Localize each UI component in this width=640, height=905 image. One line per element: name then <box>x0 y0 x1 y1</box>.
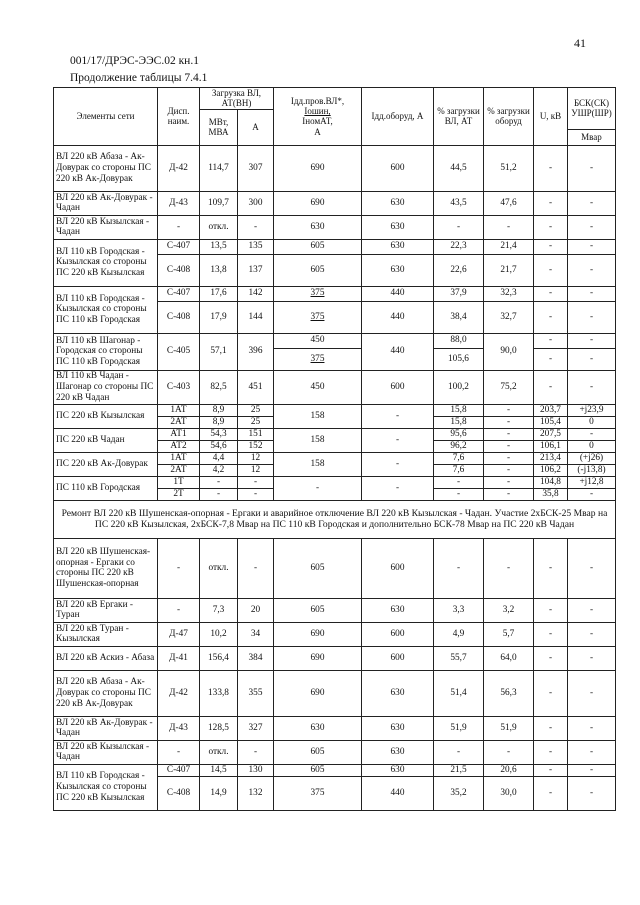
row-name: ПС 220 кВ Кызылская <box>54 404 158 428</box>
header-idd-prov-3: IномАТ, <box>302 116 333 127</box>
header-disp: Дисп. наим. <box>158 88 200 146</box>
cell-obor: 600 <box>362 646 434 670</box>
cell-mw: 13,5 <box>200 239 238 254</box>
table-row <box>54 404 616 416</box>
cell-idd: 630 <box>274 215 362 239</box>
cell-idd: 690 <box>274 670 362 716</box>
cell-obor: 630 <box>362 740 434 764</box>
cell-disp: 1Т <box>158 476 200 488</box>
cell-obor: - <box>362 428 434 452</box>
cell-po: 5,7 <box>484 622 534 646</box>
cell-idd: 158 <box>274 428 362 452</box>
cell-mw: 133,8 <box>200 670 238 716</box>
cell-u: - <box>534 286 568 301</box>
cell-a: 152 <box>238 440 274 452</box>
cell-pv: 88,0 <box>434 333 484 348</box>
row-name: ВЛ 110 кВ Чадан - Шагонар со стороны ПС 220 кВ Чадан <box>54 370 158 404</box>
cell-idd: 690 <box>274 145 362 191</box>
cell-idd: 158 <box>274 404 362 428</box>
cell-mw: 54,6 <box>200 440 238 452</box>
header-load-mw: МВт, МВА <box>200 109 238 145</box>
cell-pv: 15,8 <box>434 416 484 428</box>
cell-q: (+j26) <box>568 452 616 464</box>
cell-obor: 630 <box>362 191 434 215</box>
cell-a: 384 <box>238 646 274 670</box>
cell-pv: 55,7 <box>434 646 484 670</box>
table-row <box>54 716 616 740</box>
header-pct-vl: % загрузки ВЛ, АТ <box>434 88 484 146</box>
cell-u: 106,1 <box>534 440 568 452</box>
cell-pv: 22,6 <box>434 254 484 286</box>
row-name: ВЛ 110 кВ Городская - Кызылская со стороны ПС 110 кВ Городская <box>54 286 158 333</box>
cell-q: - <box>568 254 616 286</box>
header-load-a: А <box>238 109 274 145</box>
cell-u: 106,2 <box>534 464 568 476</box>
cell-po: - <box>484 476 534 488</box>
row-name: ВЛ 220 кВ Шушенская-опорная - Ергаки со стороны ПС 220 кВ Шушенская-опорная <box>54 538 158 598</box>
cell-mw: 109,7 <box>200 191 238 215</box>
cell-disp: Д-42 <box>158 145 200 191</box>
row-name: ВЛ 110 кВ Городская - Кызылская со стороны ПС 220 кВ Кызылская <box>54 764 158 810</box>
cell-u: 105,4 <box>534 416 568 428</box>
row-name: ВЛ 220 кВ Абаза - Ак-Довурак со стороны ПС 220 кВ Ак-Довурак <box>54 145 158 191</box>
cell-q: - <box>568 215 616 239</box>
cell-obor: 600 <box>362 538 434 598</box>
cell-disp: С-407 <box>158 286 200 301</box>
header-idd-prov <box>274 88 362 146</box>
table-row <box>54 191 616 215</box>
cell-pv: 38,4 <box>434 301 484 333</box>
header-idd-obor: Iдд.оборуд, А <box>362 88 434 146</box>
cell-a: 25 <box>238 416 274 428</box>
cell-obor: 630 <box>362 254 434 286</box>
cell-mw: 7,3 <box>200 598 238 622</box>
cell-obor: 630 <box>362 239 434 254</box>
cell-q: - <box>568 239 616 254</box>
cell-pv: 43,5 <box>434 191 484 215</box>
cell-q: - <box>568 764 616 776</box>
cell-po: - <box>484 538 534 598</box>
cell-u: - <box>534 740 568 764</box>
cell-mw: 13,8 <box>200 254 238 286</box>
cell-pv: - <box>434 740 484 764</box>
table-row <box>54 239 616 254</box>
cell-pv: 22,3 <box>434 239 484 254</box>
cell-u: - <box>534 646 568 670</box>
cell-u: 207,5 <box>534 428 568 440</box>
cell-q: - <box>568 145 616 191</box>
cell-u: - <box>534 301 568 333</box>
row-name: ВЛ 110 кВ Городская - Кызылская со стороны ПС 220 кВ Кызылская <box>54 239 158 286</box>
header-load: Загрузка ВЛ, АТ(ВН) <box>200 88 274 110</box>
cell-q: - <box>568 538 616 598</box>
section-row <box>54 500 616 538</box>
cell-pv: - <box>434 538 484 598</box>
cell-disp: АТ1 <box>158 428 200 440</box>
cell-po: 51,2 <box>484 145 534 191</box>
cell-disp: 2АТ <box>158 464 200 476</box>
cell-idd: 605 <box>274 239 362 254</box>
cell-pv: 51,9 <box>434 716 484 740</box>
cell-a: - <box>238 538 274 598</box>
cell-u: - <box>534 191 568 215</box>
cell-po: - <box>484 452 534 464</box>
cell-q: - <box>568 488 616 500</box>
cell-q: - <box>568 598 616 622</box>
cell-mw: 8,9 <box>200 416 238 428</box>
cell-disp: 1АТ <box>158 452 200 464</box>
header-idd-prov-1: Iдд.пров.ВЛ*, <box>290 95 345 106</box>
table-row <box>54 670 616 716</box>
table-row <box>54 333 616 348</box>
cell-mw: 17,9 <box>200 301 238 333</box>
table-row <box>54 215 616 239</box>
cell-q: - <box>568 301 616 333</box>
table-caption: Продолжение таблицы 7.4.1 <box>70 72 208 84</box>
cell-pv: 4,9 <box>434 622 484 646</box>
header-u: U, кВ <box>534 88 568 146</box>
cell-idd: 605 <box>274 598 362 622</box>
cell-disp: - <box>158 538 200 598</box>
cell-disp: С-408 <box>158 301 200 333</box>
cell-disp: С-407 <box>158 764 200 776</box>
cell-pv: - <box>434 215 484 239</box>
load-table <box>53 87 616 811</box>
cell-disp: Д-47 <box>158 622 200 646</box>
cell-po: - <box>484 740 534 764</box>
cell-idd: 690 <box>274 646 362 670</box>
cell-idd: 450 <box>274 333 362 348</box>
page-number: 41 <box>574 36 586 50</box>
cell-q: - <box>568 428 616 440</box>
cell-disp: 2Т <box>158 488 200 500</box>
table-row <box>54 646 616 670</box>
cell-obor: 440 <box>362 286 434 301</box>
table-row <box>54 145 616 191</box>
cell-a: 12 <box>238 452 274 464</box>
cell-po: 21,7 <box>484 254 534 286</box>
cell-u: - <box>534 538 568 598</box>
cell-disp: Д-43 <box>158 716 200 740</box>
cell-po: - <box>484 428 534 440</box>
cell-q: - <box>568 670 616 716</box>
table-row <box>54 740 616 764</box>
cell-po: 75,2 <box>484 370 534 404</box>
cell-idd: 375 <box>274 776 362 810</box>
cell-disp: 2АТ <box>158 416 200 428</box>
row-name: ВЛ 220 кВ Ак-Довурак - Чадан <box>54 191 158 215</box>
cell-idd: 605 <box>274 740 362 764</box>
cell-a: - <box>238 488 274 500</box>
cell-mw: - <box>200 476 238 488</box>
cell-po: - <box>484 488 534 500</box>
cell-idd: 605 <box>274 254 362 286</box>
cell-idd: 605 <box>274 764 362 776</box>
cell-obor: 600 <box>362 145 434 191</box>
row-name: ВЛ 220 кВ Туран - Кызылская <box>54 622 158 646</box>
cell-mw: 82,5 <box>200 370 238 404</box>
cell-a: 355 <box>238 670 274 716</box>
cell-idd: 375 <box>274 348 362 370</box>
cell-q: +j12,8 <box>568 476 616 488</box>
document-code: 001/17/ДРЭС-ЭЭС.02 кн.1 <box>70 55 199 67</box>
cell-a: 300 <box>238 191 274 215</box>
cell-obor: 630 <box>362 215 434 239</box>
row-name: ВЛ 220 кВ Абаза - Ак-Довурак со стороны ПС 220 кВ Ак-Довурак <box>54 670 158 716</box>
cell-mw: откл. <box>200 740 238 764</box>
header-bsk: БСК(СК) УШР(ШР) <box>568 88 616 130</box>
cell-obor: 600 <box>362 622 434 646</box>
cell-disp: Д-41 <box>158 646 200 670</box>
cell-obor: - <box>362 476 434 500</box>
table-row <box>54 538 616 598</box>
cell-idd: 158 <box>274 452 362 476</box>
cell-a: 12 <box>238 464 274 476</box>
cell-idd: 450 <box>274 370 362 404</box>
cell-pv: 44,5 <box>434 145 484 191</box>
cell-idd: 605 <box>274 538 362 598</box>
table-row <box>54 764 616 776</box>
cell-disp: - <box>158 598 200 622</box>
cell-a: - <box>238 476 274 488</box>
row-name: ВЛ 220 кВ Кызылская - Чадан <box>54 215 158 239</box>
cell-q: 0 <box>568 416 616 428</box>
cell-po: 32,7 <box>484 301 534 333</box>
header-idd-prov-2: Iошин, <box>304 106 331 116</box>
cell-obor: 630 <box>362 764 434 776</box>
cell-po: 32,3 <box>484 286 534 301</box>
cell-po: - <box>484 404 534 416</box>
cell-u: - <box>534 254 568 286</box>
cell-obor: 630 <box>362 598 434 622</box>
cell-q: - <box>568 286 616 301</box>
cell-pv: 100,2 <box>434 370 484 404</box>
cell-pv: 95,6 <box>434 428 484 440</box>
cell-u: - <box>534 348 568 370</box>
cell-mw: откл. <box>200 538 238 598</box>
cell-a: 396 <box>238 333 274 370</box>
cell-disp: С-408 <box>158 776 200 810</box>
cell-u: - <box>534 145 568 191</box>
cell-pv: 51,4 <box>434 670 484 716</box>
cell-mw: - <box>200 488 238 500</box>
row-name: ПС 220 кВ Ак-Довурак <box>54 452 158 476</box>
cell-disp: 1АТ <box>158 404 200 416</box>
cell-disp: Д-42 <box>158 670 200 716</box>
cell-u: - <box>534 764 568 776</box>
row-name: ВЛ 220 кВ Ергаки - Туран <box>54 598 158 622</box>
cell-obor: 440 <box>362 301 434 333</box>
cell-mw: откл. <box>200 215 238 239</box>
cell-pv: 21,5 <box>434 764 484 776</box>
cell-idd: - <box>274 476 362 500</box>
cell-a: 20 <box>238 598 274 622</box>
row-name: ПС 220 кВ Чадан <box>54 428 158 452</box>
row-name: ВЛ 220 кВ Аскиз - Абаза <box>54 646 158 670</box>
row-name: ВЛ 220 кВ Ак-Довурак - Чадан <box>54 716 158 740</box>
table-row <box>54 370 616 404</box>
cell-po: - <box>484 416 534 428</box>
cell-pv: 105,6 <box>434 348 484 370</box>
cell-po: - <box>484 215 534 239</box>
cell-disp: С-408 <box>158 254 200 286</box>
table-row <box>54 452 616 464</box>
cell-disp: С-407 <box>158 239 200 254</box>
cell-obor: 630 <box>362 716 434 740</box>
cell-a: 25 <box>238 404 274 416</box>
cell-a: 307 <box>238 145 274 191</box>
row-name: ВЛ 110 кВ Шагонар - Городская со стороны ПС 110 кВ Городская <box>54 333 158 370</box>
cell-pv: 96,2 <box>434 440 484 452</box>
cell-a: 142 <box>238 286 274 301</box>
table-row <box>54 476 616 488</box>
table-row <box>54 598 616 622</box>
cell-po: - <box>484 440 534 452</box>
cell-q: - <box>568 191 616 215</box>
cell-obor: 440 <box>362 776 434 810</box>
cell-pv: 37,9 <box>434 286 484 301</box>
row-name: ПС 110 кВ Городская <box>54 476 158 500</box>
cell-pv: - <box>434 476 484 488</box>
cell-pv: - <box>434 488 484 500</box>
cell-q: - <box>568 370 616 404</box>
cell-idd: 375 <box>274 301 362 333</box>
cell-idd: 375 <box>274 286 362 301</box>
cell-mw: 14,9 <box>200 776 238 810</box>
cell-u: - <box>534 239 568 254</box>
cell-pv: 3,3 <box>434 598 484 622</box>
cell-u: 35,8 <box>534 488 568 500</box>
cell-u: - <box>534 370 568 404</box>
header-elements: Элементы сети <box>54 88 158 146</box>
cell-disp: Д-43 <box>158 191 200 215</box>
cell-obor: 600 <box>362 370 434 404</box>
cell-disp: С-403 <box>158 370 200 404</box>
cell-obor: - <box>362 452 434 476</box>
cell-mw: 4,4 <box>200 452 238 464</box>
cell-u: 213,4 <box>534 452 568 464</box>
cell-mw: 10,2 <box>200 622 238 646</box>
cell-q: - <box>568 348 616 370</box>
header-idd-prov-4: А <box>314 126 321 137</box>
cell-obor: 440 <box>362 333 434 370</box>
cell-a: 451 <box>238 370 274 404</box>
cell-q: (-j13,8) <box>568 464 616 476</box>
cell-u: 203,7 <box>534 404 568 416</box>
cell-u: - <box>534 776 568 810</box>
cell-idd: 630 <box>274 716 362 740</box>
cell-q: - <box>568 776 616 810</box>
cell-u: - <box>534 716 568 740</box>
cell-po: - <box>484 464 534 476</box>
cell-a: 135 <box>238 239 274 254</box>
cell-pv: 7,6 <box>434 464 484 476</box>
cell-a: 34 <box>238 622 274 646</box>
cell-mw: 14,5 <box>200 764 238 776</box>
cell-u: - <box>534 215 568 239</box>
cell-disp: - <box>158 740 200 764</box>
cell-u: - <box>534 622 568 646</box>
cell-pv: 15,8 <box>434 404 484 416</box>
cell-u: - <box>534 598 568 622</box>
cell-q: - <box>568 716 616 740</box>
cell-q: - <box>568 333 616 348</box>
cell-q: +j23,9 <box>568 404 616 416</box>
cell-a: - <box>238 215 274 239</box>
cell-u: 104,8 <box>534 476 568 488</box>
cell-mw: 8,9 <box>200 404 238 416</box>
cell-a: 327 <box>238 716 274 740</box>
cell-po: 56,3 <box>484 670 534 716</box>
cell-a: 137 <box>238 254 274 286</box>
cell-pv: 7,6 <box>434 452 484 464</box>
cell-po: 21,4 <box>484 239 534 254</box>
cell-disp: - <box>158 215 200 239</box>
cell-a: 144 <box>238 301 274 333</box>
cell-po: 30,0 <box>484 776 534 810</box>
row-name: ВЛ 220 кВ Кызылская - Чадан <box>54 740 158 764</box>
table-row <box>54 428 616 440</box>
cell-disp: С-405 <box>158 333 200 370</box>
cell-po: 90,0 <box>484 333 534 370</box>
cell-a: - <box>238 740 274 764</box>
cell-idd: 690 <box>274 622 362 646</box>
cell-u: - <box>534 333 568 348</box>
cell-pv: 35,2 <box>434 776 484 810</box>
cell-po: 51,9 <box>484 716 534 740</box>
cell-q: - <box>568 646 616 670</box>
cell-mw: 57,1 <box>200 333 238 370</box>
cell-po: 3,2 <box>484 598 534 622</box>
cell-mw: 114,7 <box>200 145 238 191</box>
cell-mw: 17,6 <box>200 286 238 301</box>
cell-mw: 128,5 <box>200 716 238 740</box>
cell-mw: 54,3 <box>200 428 238 440</box>
cell-po: 20,6 <box>484 764 534 776</box>
cell-po: 47,6 <box>484 191 534 215</box>
cell-a: 130 <box>238 764 274 776</box>
cell-a: 151 <box>238 428 274 440</box>
header-mvar: Мвар <box>568 129 616 145</box>
cell-po: 64,0 <box>484 646 534 670</box>
cell-idd: 690 <box>274 191 362 215</box>
cell-mw: 156,4 <box>200 646 238 670</box>
cell-mw: 4,2 <box>200 464 238 476</box>
cell-q: - <box>568 622 616 646</box>
cell-q: - <box>568 740 616 764</box>
cell-disp: АТ2 <box>158 440 200 452</box>
section-title: Ремонт ВЛ 220 кВ Шушенская-опорная - Ергаки и аварийное отключение ВЛ 220 кВ Кызылская - Чадан. Участие 2хБСК-25 Мвар на ПС 220 кВ Кызылская, 2хБСК-7,8 Мвар на ПС 110 кВ Городская и дополнительно БСК-78 Мвар на ПС 220 кВ Чадан <box>54 500 616 538</box>
table-row <box>54 622 616 646</box>
cell-obor: 630 <box>362 670 434 716</box>
header-pct-obor: % загрузки оборуд <box>484 88 534 146</box>
cell-obor: - <box>362 404 434 428</box>
cell-a: 132 <box>238 776 274 810</box>
cell-u: - <box>534 670 568 716</box>
table-row <box>54 286 616 301</box>
cell-q: 0 <box>568 440 616 452</box>
